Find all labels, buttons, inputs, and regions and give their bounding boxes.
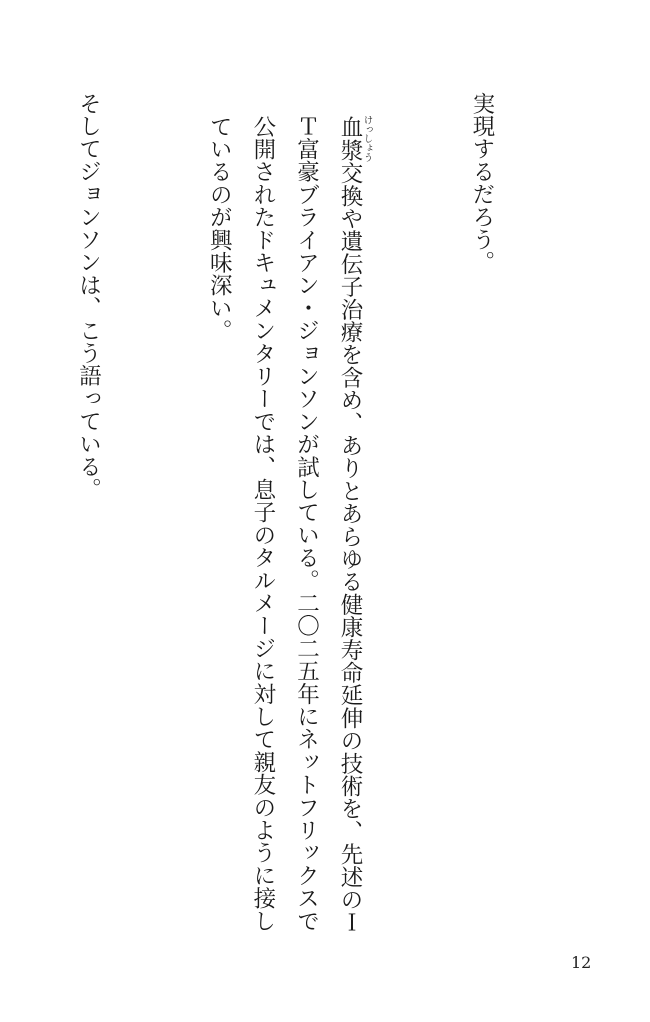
- ruby-base: 血漿: [337, 114, 364, 162]
- furigana-ruby: [337, 114, 373, 162]
- paragraph-2: [197, 92, 372, 942]
- ruby-reading: けっしょう: [361, 114, 373, 162]
- paragraph-2-text: 交換や遺伝子治療を含め、ありとあらゆる健康寿命延伸の技術を、先述のＩＴ富豪ブライアン・ジョンソンが試している。二〇二五年にネットフリックスで公開されたドキュメンタリーでは、息子のタルメージに対して親友のように接しているのが興味深い。: [206, 114, 364, 934]
- page-number: 12: [571, 953, 592, 972]
- paragraph-3: [66, 92, 110, 942]
- paragraph-1: [459, 92, 503, 942]
- paragraph-3-text: そしてジョンソンは、こう語っている。: [75, 92, 102, 501]
- vertical-text-body: [0, 92, 590, 942]
- paragraph-1-text: 実現するだろう。: [468, 92, 495, 274]
